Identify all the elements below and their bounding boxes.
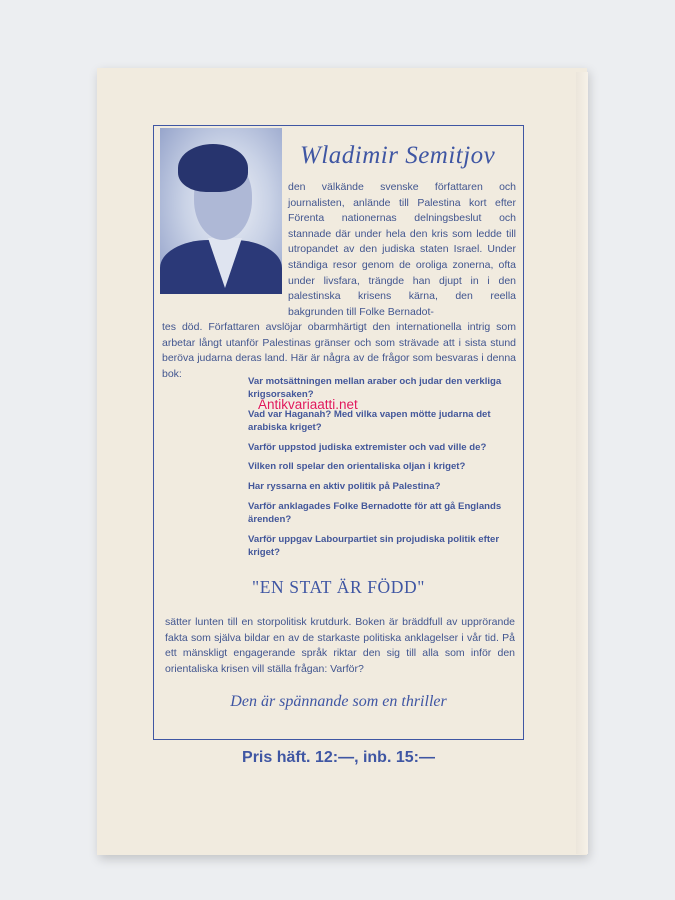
tagline: Den är spännande som en thriller bbox=[230, 693, 447, 710]
book-page-edge bbox=[576, 72, 588, 854]
portrait-hair bbox=[178, 144, 248, 192]
price-line: Pris häft. 12:—, inb. 15:— bbox=[242, 749, 435, 766]
book-title-headline: "EN STAT ÄR FÖDD" bbox=[252, 577, 425, 597]
question-item: Varför anklagades Folke Bernadotte för att gå Englands ärenden? bbox=[248, 500, 502, 525]
intro-text: den välkände svenske författaren och journalisten, anlände till Palestina kort efter Förenta nationernas delningsbeslut och stannade där under hela den kris som ledde till utropandet av den judiska staten Israel. Under ständiga resor genom de oroliga zonerna, ofta under livsfara, trängde han djupt in i den palestinska krisens kärna, den reella bakgrunden till Folke Bernadot- bbox=[288, 181, 516, 318]
watermark: Antikvariaatti.net bbox=[258, 397, 358, 412]
question-item: Varför uppstod judiska extremister och vad ville de? bbox=[248, 441, 487, 453]
question-item: Var motsättningen mellan araber och judar den verkliga krigsorsaken? bbox=[248, 376, 502, 400]
author-name: Wladimir Semitjov bbox=[300, 142, 496, 169]
description-text: sätter lunten till en storpolitisk krutdurk. Boken är bräddfull av upprörande fakta som själva bildar en av de starkaste politiska anklagelser i vår tid. På ett mänskligt engagerande språk riktar den sig till alla som inför den orientaliska krisen vill ställa frågan: Varför? bbox=[165, 616, 515, 675]
question-item: Vilken roll spelar den orientaliska oljan i kriget? bbox=[248, 461, 466, 473]
question-item: Varför uppgav Labourpartiet sin projudiska politik efter kriget? bbox=[248, 533, 500, 558]
intro-text-continued: tes död. Författaren avslöjar obarmhärtigt den internationella intrig som arbetar långt utanför Palestinas gränser och som strävade att i sista stund beröva judarna deras land. Här är några av de frågor som besvaras i denna bok: bbox=[162, 321, 516, 380]
question-item: Vad var Haganah? Med vilka vapen mötte judarna det arabiska kriget? bbox=[248, 408, 491, 433]
question-item: Har ryssarna en aktiv politik på Palestina? bbox=[248, 481, 441, 493]
author-portrait bbox=[160, 128, 282, 294]
